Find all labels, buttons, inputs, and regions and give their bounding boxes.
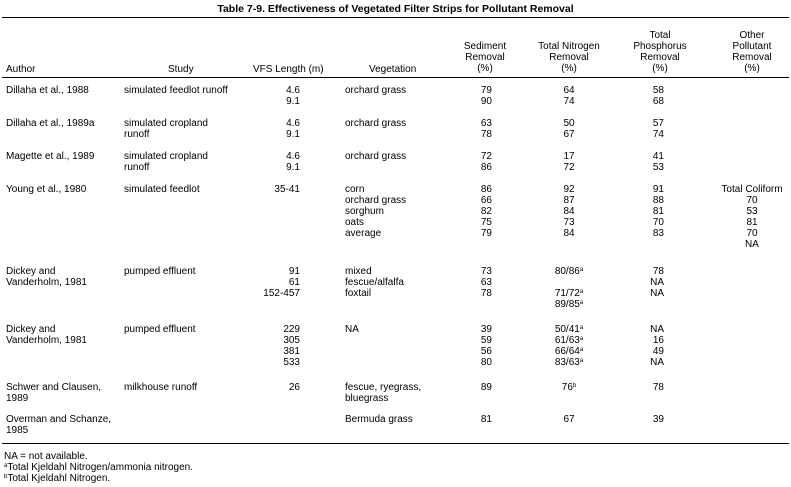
header-nitrogen xyxy=(527,41,611,74)
cell-value: 63 xyxy=(480,277,492,288)
cell-value: Total Coliform xyxy=(721,184,783,195)
footnote-mark: a xyxy=(579,289,584,295)
cell-value: pumped effluent xyxy=(124,324,196,335)
cell-value: 58 xyxy=(652,85,664,96)
cell-value: Dickey and xyxy=(6,266,56,277)
cell-study xyxy=(124,382,197,393)
cell-value: simulated cropland xyxy=(124,151,208,162)
cell-value: NA xyxy=(650,357,664,368)
cell-phosphorus xyxy=(650,357,664,368)
header-study: Study xyxy=(168,64,194,75)
cell-value: 72 xyxy=(480,151,492,162)
cell-vfs xyxy=(283,324,300,335)
cell-value: mixed xyxy=(345,266,372,277)
cell-value: 4.6 xyxy=(286,85,300,96)
cell-vfs xyxy=(283,346,300,357)
cell-other xyxy=(692,239,791,250)
cell-value: simulated feedlot runoff xyxy=(124,85,228,96)
cell-phosphorus xyxy=(653,129,664,140)
cell-sediment xyxy=(481,85,492,96)
cell-author xyxy=(6,118,94,129)
footnote-mark: a xyxy=(579,358,584,364)
cell-value: 81 xyxy=(652,206,664,217)
cell-value: NA xyxy=(650,288,664,299)
cell-vegetation xyxy=(345,85,406,96)
cell-value: 81 xyxy=(746,217,758,228)
cell-author xyxy=(6,85,89,96)
cell-phosphorus xyxy=(653,335,664,346)
header-phosphorus-line: Total xyxy=(649,30,671,41)
header-sediment-line: Removal xyxy=(465,52,505,63)
cell-phosphorus xyxy=(653,162,664,173)
cell-vfs xyxy=(289,277,300,288)
cell-value: 9.1 xyxy=(286,162,300,173)
cell-value: 89 xyxy=(480,382,492,393)
cell-value: Vanderholm, 1981 xyxy=(6,277,87,288)
cell-author xyxy=(6,266,55,277)
cell-study xyxy=(124,266,196,277)
cell-value: orchard grass xyxy=(345,118,407,129)
cell-value: sorghum xyxy=(345,206,384,217)
cell-value: 59 xyxy=(480,335,492,346)
cell-value: 63 xyxy=(480,118,492,129)
cell-other xyxy=(692,195,791,206)
header-nitrogen-line: (%) xyxy=(561,63,577,74)
cell-value: orchard grass xyxy=(345,195,407,206)
cell-nitrogen xyxy=(509,299,629,310)
cell-value: 381 xyxy=(283,346,300,357)
cell-value: Magette et al., 1989 xyxy=(6,151,95,162)
cell-value: 86 xyxy=(480,162,492,173)
cell-value: 84 xyxy=(563,206,575,217)
cell-value: NA xyxy=(650,324,664,335)
cell-value: 78 xyxy=(652,382,664,393)
cell-value: 82 xyxy=(480,206,492,217)
cell-sediment xyxy=(481,346,492,357)
cell-value: 80 xyxy=(480,357,492,368)
cell-phosphorus xyxy=(653,217,664,228)
cell-value: 9.1 xyxy=(286,96,300,107)
footnote-mark: a xyxy=(579,325,584,331)
cell-author xyxy=(6,414,111,425)
cell-nitrogen xyxy=(509,195,629,206)
cell-sediment xyxy=(481,118,492,129)
footnote-mark: b xyxy=(4,474,8,480)
cell-sediment xyxy=(481,206,492,217)
cell-value: 83 xyxy=(652,228,664,239)
cell-value: Dillaha et al., 1988 xyxy=(6,85,89,96)
cell-phosphorus xyxy=(653,266,664,277)
cell-sediment xyxy=(481,96,492,107)
cell-author xyxy=(6,151,94,162)
cell-value: 66/64 xyxy=(554,346,580,357)
cell-nitrogen xyxy=(509,162,629,173)
cell-value: 70 xyxy=(746,228,758,239)
footnote xyxy=(4,473,110,484)
cell-study xyxy=(124,184,200,195)
cell-value: Vanderholm, 1981 xyxy=(6,335,87,346)
cell-value: 533 xyxy=(283,357,300,368)
header-phosphorus xyxy=(620,30,700,74)
cell-value: 89/85 xyxy=(554,299,580,310)
cell-value: 53 xyxy=(746,206,758,217)
cell-value: simulated cropland xyxy=(124,118,208,129)
cell-phosphorus xyxy=(653,346,664,357)
cell-nitrogen xyxy=(509,206,629,217)
table-title: Table 7-9. Effectiveness of Vegetated Filter Strips for Pollutant Removal xyxy=(217,3,574,15)
cell-value: 4.6 xyxy=(286,118,300,129)
cell-value: 56 xyxy=(480,346,492,357)
cell-vegetation xyxy=(345,228,381,239)
cell-nitrogen xyxy=(509,85,629,96)
cell-value: orchard grass xyxy=(345,85,407,96)
cell-vfs xyxy=(286,118,300,129)
cell-value: 74 xyxy=(652,129,664,140)
cell-value: 74 xyxy=(563,96,575,107)
cell-phosphorus xyxy=(650,324,664,335)
cell-sediment xyxy=(481,129,492,140)
footnote-text: Total Kjeldahl Nitrogen. xyxy=(7,473,111,484)
cell-vfs xyxy=(286,129,300,140)
cell-nitrogen xyxy=(509,118,629,129)
cell-value: 17 xyxy=(563,151,575,162)
cell-nitrogen xyxy=(509,184,629,195)
cell-value: Dillaha et al., 1989a xyxy=(6,118,95,129)
cell-vegetation xyxy=(345,414,413,425)
cell-value: 1989 xyxy=(6,393,29,404)
cell-value: 9.1 xyxy=(286,129,300,140)
header-sediment xyxy=(450,41,520,74)
cell-nitrogen xyxy=(509,414,629,425)
cell-value: NA xyxy=(745,239,759,250)
cell-phosphorus xyxy=(653,184,664,195)
cell-value: 71/72 xyxy=(554,288,580,299)
cell-vfs xyxy=(274,184,300,195)
cell-value: pumped effluent xyxy=(124,266,196,277)
cell-author xyxy=(6,184,86,195)
cell-value: 79 xyxy=(480,228,492,239)
cell-value: 53 xyxy=(652,162,664,173)
cell-value: 78 xyxy=(480,129,492,140)
footnote-mark: b xyxy=(572,383,577,389)
cell-value: Young et al., 1980 xyxy=(6,184,87,195)
cell-nitrogen xyxy=(509,346,629,357)
cell-value: 84 xyxy=(563,228,575,239)
cell-value: 70 xyxy=(746,195,758,206)
cell-value: 49 xyxy=(652,346,664,357)
cell-vegetation xyxy=(345,288,371,299)
cell-value: 50/41 xyxy=(554,324,580,335)
cell-nitrogen xyxy=(509,357,629,368)
cell-nitrogen xyxy=(509,217,629,228)
cell-value: 61 xyxy=(288,277,300,288)
cell-study xyxy=(124,162,149,173)
cell-author xyxy=(6,382,101,393)
cell-author xyxy=(6,335,87,346)
cell-value: corn xyxy=(345,184,365,195)
cell-study xyxy=(124,85,228,96)
cell-sediment xyxy=(481,266,492,277)
cell-value: 152-457 xyxy=(263,288,300,299)
header-vfs-length: VFS Length (m) xyxy=(253,64,324,75)
cell-sediment xyxy=(481,217,492,228)
cell-vegetation xyxy=(345,118,406,129)
cell-value: 78 xyxy=(652,266,664,277)
cell-value: 75 xyxy=(480,217,492,228)
cell-vegetation xyxy=(345,206,384,217)
cell-value: 57 xyxy=(652,118,664,129)
header-author: Author xyxy=(6,64,36,75)
cell-value: 1985 xyxy=(6,425,29,436)
cell-phosphorus xyxy=(653,228,664,239)
header-other-line: Other xyxy=(739,30,765,41)
cell-vfs xyxy=(286,162,300,173)
cell-value: bluegrass xyxy=(345,393,389,404)
cell-value: 39 xyxy=(652,414,664,425)
cell-study xyxy=(124,129,149,140)
cell-value: Dickey and xyxy=(6,324,56,335)
header-phosphorus-line: (%) xyxy=(652,63,668,74)
cell-value: 61/63 xyxy=(554,335,580,346)
footnote-mark: a xyxy=(579,336,584,342)
cell-value: NA xyxy=(345,324,359,335)
cell-value: 16 xyxy=(652,335,664,346)
top-rule xyxy=(2,17,789,18)
footnote-text: NA = not available. xyxy=(4,451,88,462)
cell-other xyxy=(692,217,791,228)
cell-sediment xyxy=(481,184,492,195)
cell-study xyxy=(124,324,196,335)
cell-phosphorus xyxy=(650,288,664,299)
cell-value: 39 xyxy=(480,324,492,335)
cell-vegetation xyxy=(345,382,421,393)
cell-author xyxy=(6,324,55,335)
cell-vegetation xyxy=(345,195,406,206)
cell-nitrogen xyxy=(509,335,629,346)
cell-author xyxy=(6,425,28,436)
cell-nitrogen xyxy=(509,288,629,299)
cell-other xyxy=(692,228,791,239)
cell-value: 305 xyxy=(283,335,300,346)
cell-value: orchard grass xyxy=(345,151,407,162)
cell-value: 67 xyxy=(563,129,575,140)
cell-value: 4.6 xyxy=(286,151,300,162)
header-other-line: Pollutant xyxy=(732,41,772,52)
header-other-line: (%) xyxy=(744,63,760,74)
cell-value: 72 xyxy=(563,162,575,173)
bottom-rule xyxy=(2,443,789,444)
cell-vegetation xyxy=(345,266,372,277)
cell-value: runoff xyxy=(124,129,150,140)
cell-sediment xyxy=(481,277,492,288)
cell-sediment xyxy=(481,162,492,173)
footnote xyxy=(4,451,88,462)
header-other xyxy=(714,30,790,74)
cell-other xyxy=(692,206,791,217)
cell-value: fescue, ryegrass, xyxy=(345,382,422,393)
cell-phosphorus xyxy=(653,414,664,425)
cell-vfs xyxy=(283,335,300,346)
cell-value: 66 xyxy=(480,195,492,206)
cell-value: Schwer and Clausen, xyxy=(6,382,102,393)
cell-sediment xyxy=(481,335,492,346)
cell-phosphorus xyxy=(653,206,664,217)
cell-value: 78 xyxy=(480,288,492,299)
cell-sediment xyxy=(481,195,492,206)
cell-value: 70 xyxy=(652,217,664,228)
cell-vegetation xyxy=(345,324,359,335)
cell-value: 83/63 xyxy=(554,357,580,368)
cell-sediment xyxy=(481,382,492,393)
cell-value: 80/86 xyxy=(554,266,580,277)
cell-value: 92 xyxy=(563,184,575,195)
cell-vfs xyxy=(283,357,300,368)
cell-vegetation xyxy=(345,277,404,288)
header-sediment-line: (%) xyxy=(477,63,493,74)
cell-value: milkhouse runoff xyxy=(124,382,198,393)
cell-value: 86 xyxy=(480,184,492,195)
cell-other xyxy=(692,184,791,195)
cell-vfs xyxy=(286,85,300,96)
cell-value: 26 xyxy=(288,382,300,393)
cell-vegetation xyxy=(345,151,406,162)
cell-nitrogen xyxy=(509,228,629,239)
cell-sediment xyxy=(481,357,492,368)
cell-study xyxy=(124,118,208,129)
footnote-mark: a xyxy=(579,347,584,353)
cell-value: simulated feedlot xyxy=(124,184,200,195)
header-rule xyxy=(2,77,789,78)
cell-vfs xyxy=(286,96,300,107)
cell-value: 64 xyxy=(563,85,575,96)
cell-value: 76 xyxy=(561,382,573,393)
cell-value: 67 xyxy=(563,414,575,425)
cell-sediment xyxy=(481,288,492,299)
cell-sediment xyxy=(481,414,492,425)
cell-vegetation xyxy=(345,217,364,228)
cell-value: Bermuda grass xyxy=(345,414,413,425)
cell-value: runoff xyxy=(124,162,150,173)
cell-vfs xyxy=(289,382,300,393)
cell-phosphorus xyxy=(653,195,664,206)
cell-value: 35-41 xyxy=(274,184,300,195)
cell-nitrogen xyxy=(509,382,629,393)
cell-value: Overman and Schanze, xyxy=(6,414,112,425)
cell-nitrogen xyxy=(509,151,629,162)
cell-value: 41 xyxy=(652,151,664,162)
footnote-text: Total Kjeldahl Nitrogen/ammonia nitrogen. xyxy=(7,462,194,473)
header-sediment-line: Sediment xyxy=(463,41,507,52)
header-phosphorus-line: Removal xyxy=(640,52,680,63)
cell-value: foxtail xyxy=(345,288,372,299)
cell-nitrogen xyxy=(509,129,629,140)
cell-value: 229 xyxy=(283,324,300,335)
cell-vegetation xyxy=(345,393,388,404)
cell-phosphorus xyxy=(653,118,664,129)
header-vegetation: Vegetation xyxy=(369,64,417,75)
cell-value: NA xyxy=(650,277,664,288)
cell-value: 81 xyxy=(480,414,492,425)
cell-author xyxy=(6,393,28,404)
footnote-mark: a xyxy=(4,463,8,469)
cell-nitrogen xyxy=(509,266,629,277)
header-nitrogen-line: Total Nitrogen xyxy=(538,41,600,52)
footnote-mark: a xyxy=(579,300,584,306)
header-other-line: Removal xyxy=(732,52,772,63)
cell-value: fescue/alfalfa xyxy=(345,277,404,288)
cell-value: 90 xyxy=(480,96,492,107)
cell-value: 50 xyxy=(563,118,575,129)
cell-sediment xyxy=(481,228,492,239)
cell-value: 91 xyxy=(652,184,664,195)
cell-vfs xyxy=(263,288,300,299)
cell-phosphorus xyxy=(650,277,664,288)
cell-phosphorus xyxy=(653,151,664,162)
cell-author xyxy=(6,277,87,288)
cell-value: 73 xyxy=(563,217,575,228)
footnote xyxy=(4,462,193,473)
header-nitrogen-line: Removal xyxy=(549,52,589,63)
footnote-mark: a xyxy=(579,267,584,273)
cell-nitrogen xyxy=(509,96,629,107)
cell-vegetation xyxy=(345,184,364,195)
cell-value: 88 xyxy=(652,195,664,206)
cell-vfs xyxy=(286,151,300,162)
cell-value: 91 xyxy=(288,266,300,277)
header-phosphorus-line: Phosphorus xyxy=(633,41,687,52)
cell-phosphorus xyxy=(653,382,664,393)
cell-value: 79 xyxy=(480,85,492,96)
cell-value: 73 xyxy=(480,266,492,277)
cell-value: 87 xyxy=(563,195,575,206)
cell-value: 68 xyxy=(652,96,664,107)
cell-vfs xyxy=(289,266,300,277)
cell-nitrogen xyxy=(509,324,629,335)
cell-phosphorus xyxy=(653,85,664,96)
cell-value: oats xyxy=(345,217,364,228)
cell-study xyxy=(124,151,208,162)
cell-value: average xyxy=(345,228,382,239)
cell-sediment xyxy=(481,324,492,335)
cell-sediment xyxy=(481,151,492,162)
cell-phosphorus xyxy=(653,96,664,107)
